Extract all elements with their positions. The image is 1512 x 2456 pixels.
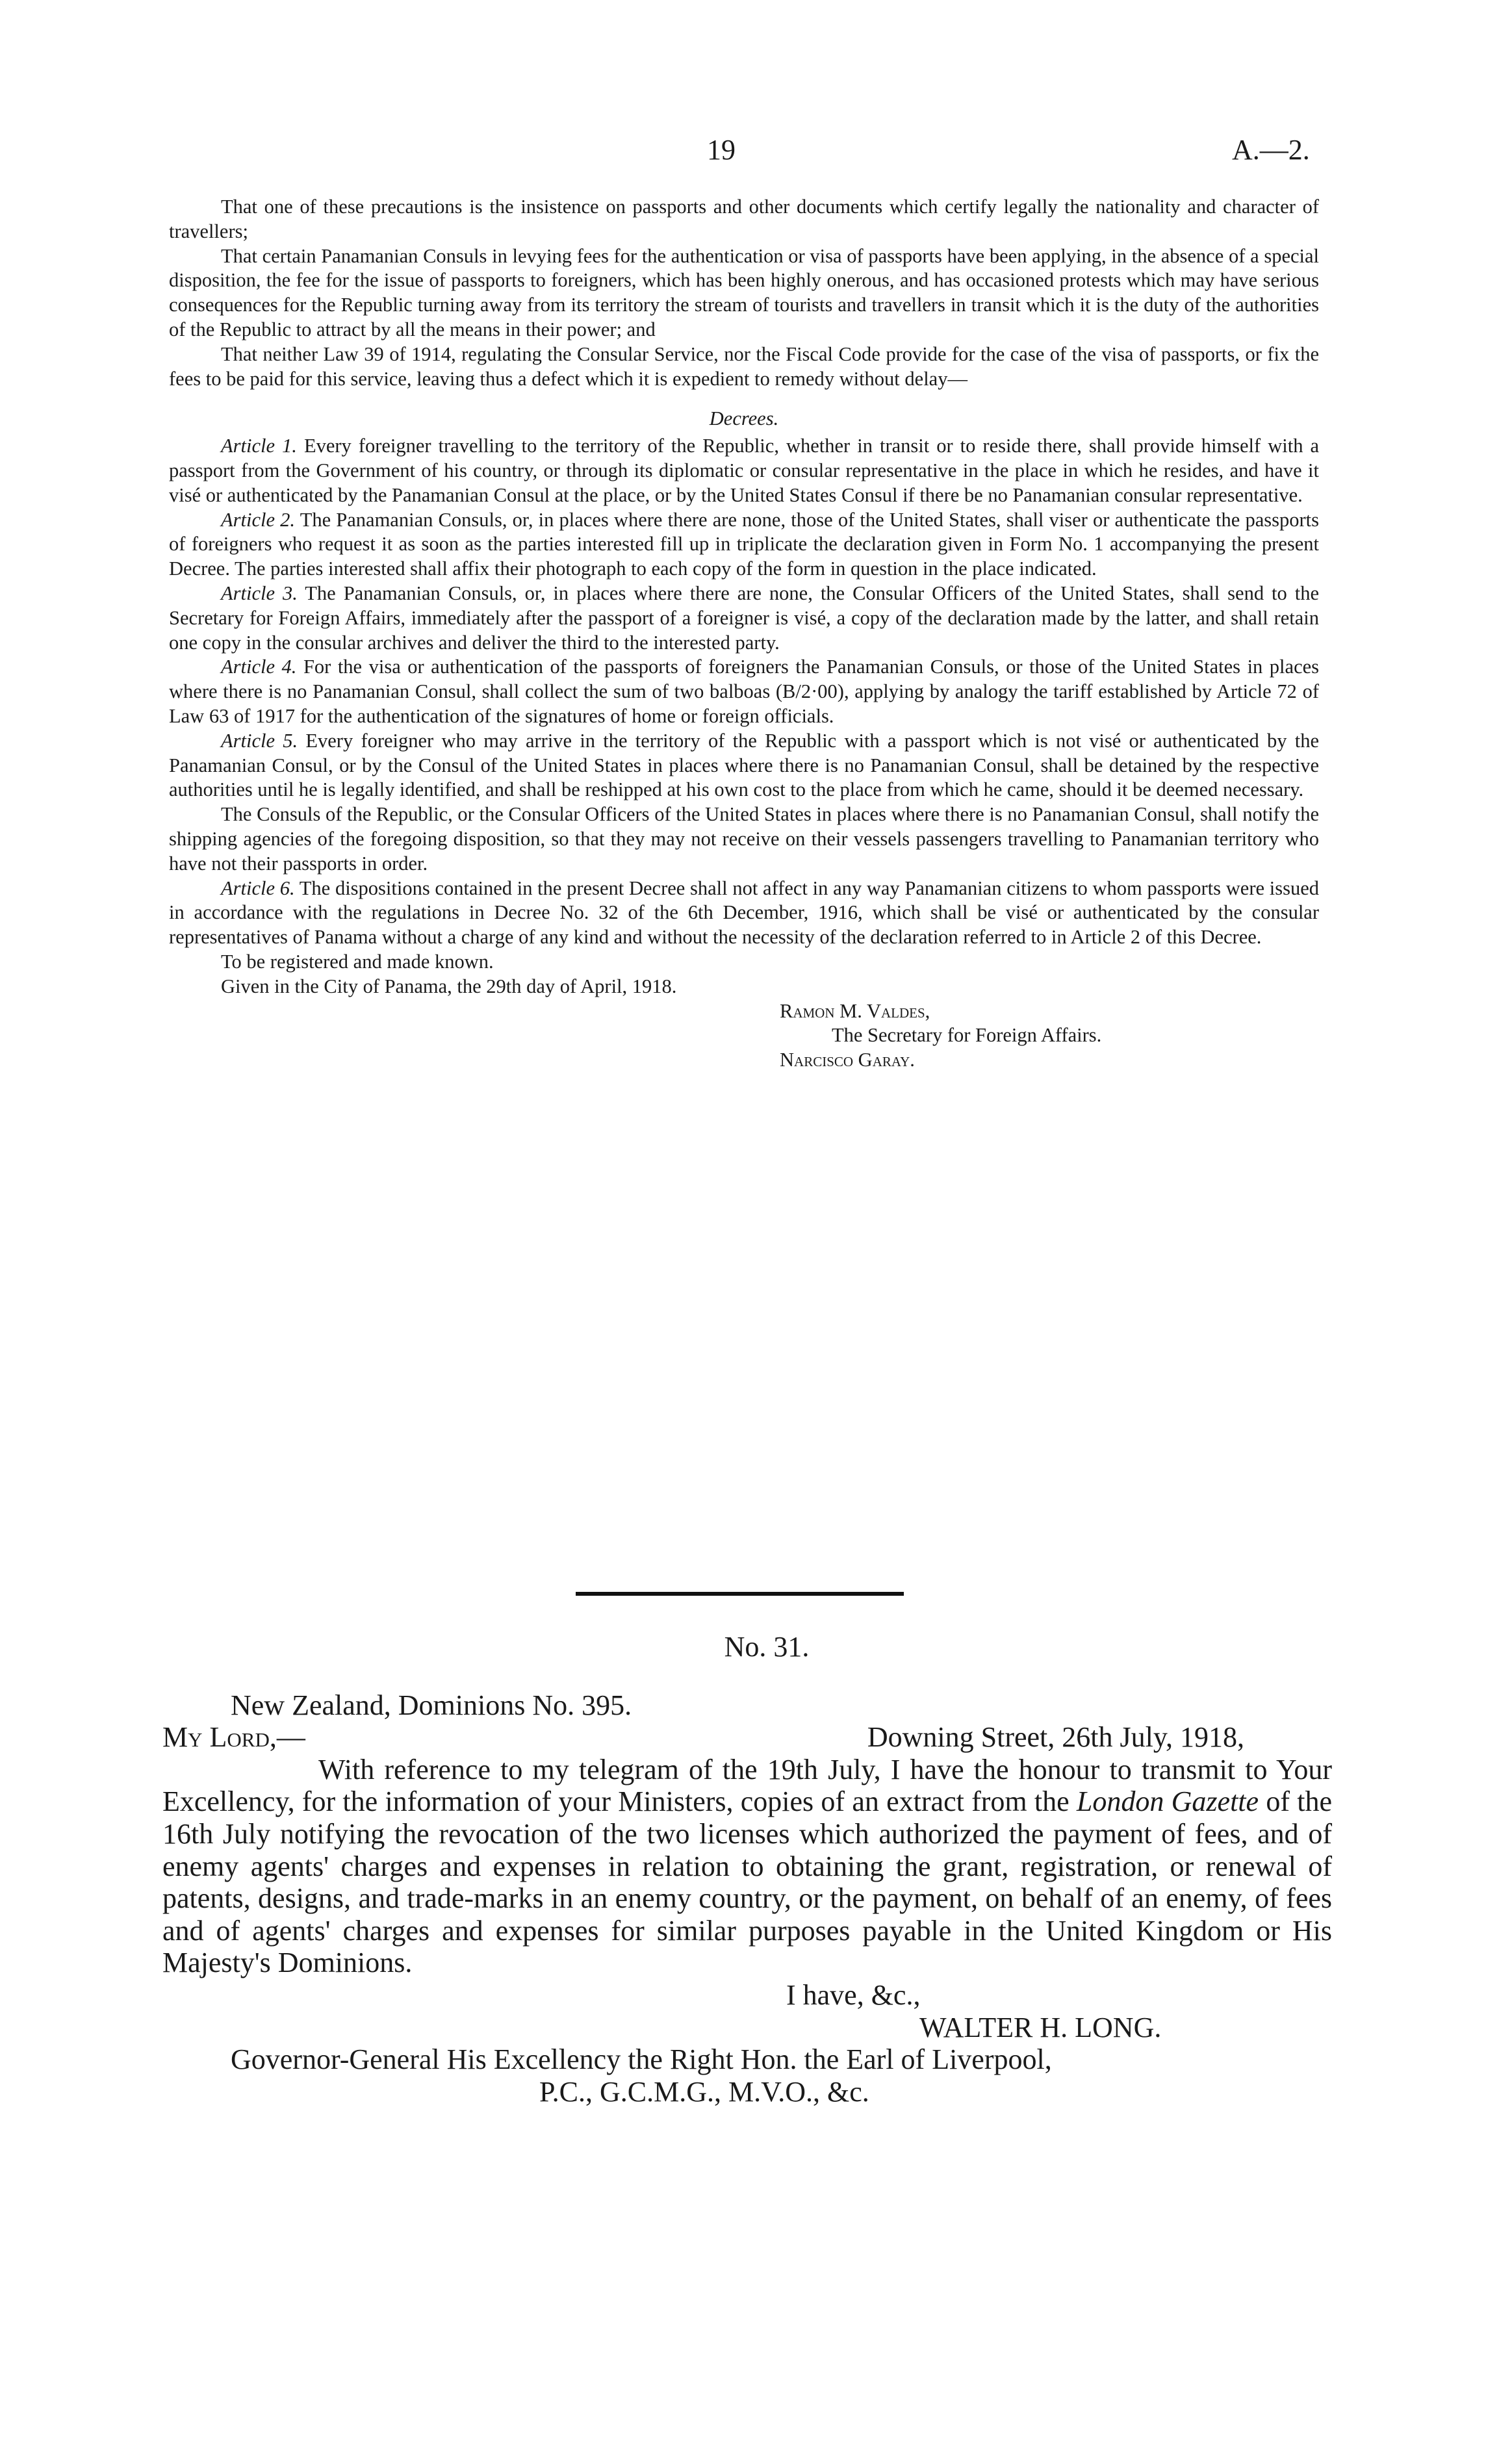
document-reference: A.—2. (1232, 134, 1310, 166)
closing-line: To be registered and made known. (221, 950, 494, 973)
article-label: Article 6. (221, 876, 295, 899)
article-text: The dispositions contained in the present Decree shall not affect in any way Panamanian citizens to whom passports were issued in accordance with the regulations in Decree No. 32 of the 6th December, 1916, which shall be visé or authenticated by the consular representatives of Panama without a charge of any kind and without the necessity of the declaration referred to in Article 2 of this Decree. (169, 876, 1319, 949)
address-date: Downing Street, 26th July, 1918, (867, 1721, 1244, 1754)
letter-body (162, 1754, 1332, 1979)
salutation-line (162, 1721, 1332, 1754)
article-label: Article 4. (221, 656, 297, 678)
article-label: Article 2. (221, 508, 296, 531)
page-number: 19 (707, 134, 736, 166)
section-divider (576, 1592, 904, 1596)
signatory-title: The Secretary for Foreign Affairs. (832, 1024, 1102, 1047)
article-label: Article 5. (221, 729, 298, 752)
closing-line: Given in the City of Panama, the 29th day of April, 1918. (221, 975, 677, 997)
article-paragraph (169, 582, 1319, 655)
article-paragraph (169, 655, 1319, 728)
article-paragraph (169, 729, 1319, 802)
preamble-paragraph: That certain Panamanian Consuls in levying fees for the authentication or visa of passports have been applying, in the absence of a special disposition, the fee for the issue of passports to foreigners, which has been highly onerous, and has occasioned protests which may have serious consequences for the Republic turning away from its territory the stream of tourists and travellers in transit which it is the duty of the authorities of the Republic to attract by all the means in their power; and (169, 244, 1319, 340)
preamble-paragraph: That neither Law 39 of 1914, regulating the Consular Service, nor the Fiscal Code provide for the case of the visa of passports, or fix the fees to be paid for this service, leaving thus a defect which it is expedient to remedy without delay— (169, 342, 1319, 390)
article-text: The Panamanian Consuls, or, in places where there are none, those of the United States, shall viser or authenticate the passports of foreigners who request it as soon as the parties interested fill up in triplicate the declaration given in Form No. 1 accompanying the present Decree. The parties interested shall affix their photograph to each copy of the form in question in the place indicated. (169, 508, 1320, 580)
decrees-heading: Decrees. (709, 407, 779, 430)
letter-series: New Zealand, Dominions No. 395. (231, 1689, 632, 1721)
letter-body-text: of the 16th July notifying the revocation of the two licenses which authorized the payment of fees, and of enemy agents' charges and expenses in relation to obtaining the grant, registration, or renewal of patents, designs, and trade-marks in an enemy country, or the payment, on behalf of an enemy, of fees and of agents' charges and expenses for similar purposes payable in the United Kingdom or His Majesty's Dominions. (162, 1785, 1333, 1979)
gazette-title: London Gazette (1076, 1785, 1259, 1818)
salutation: My Lord,— (162, 1721, 305, 1754)
article-label: Article 3. (221, 582, 298, 604)
article-paragraph (169, 508, 1319, 582)
consuls-paragraph: The Consuls of the Republic, or the Consular Officers of the United States in places where there is no Panamanian Consul, shall notify the shipping agencies of the foregoing disposition, so that they may not receive on their vessels passengers travelling to Panamanian territory who have not their passports in order. (169, 803, 1319, 875)
article-paragraph (169, 434, 1319, 507)
letter-signer: WALTER H. LONG. (919, 2011, 1162, 2043)
decree-signatures (169, 999, 1319, 1073)
article-label: Article 1. (221, 435, 297, 457)
spacer (162, 1663, 1332, 1689)
article-text: The Panamanian Consuls, or, in places where there are none, the Consular Officers of the United States, shall send to the Secretary for Foreign Affairs, immediately after the passport of a foreigner is visé, a copy of the declaration made by the latter, and shall retain one copy in the consular archives and deliver the third to the interested party. (169, 582, 1320, 654)
letter-number: No. 31. (724, 1631, 810, 1663)
addressee-honours: P.C., G.C.M.G., M.V.O., &c. (539, 2075, 869, 2108)
page-header (0, 133, 1512, 172)
signatory-name: Narcisco Garay. (780, 1049, 915, 1071)
signatory-name: Ramon M. Valdes, (780, 999, 930, 1022)
article-paragraph (169, 876, 1319, 950)
letter-body-text: With reference to my telegram of the 19th July, I have the honour to transmit to Your Excellency, for the information of your Ministers, copies of an extract from the (162, 1753, 1332, 1818)
letter-addressee: Governor-General His Excellency the Right Hon. the Earl of Liverpool, (231, 2043, 1052, 2076)
letter-section (162, 1631, 1332, 2108)
article-text: Every foreigner travelling to the territory of the Republic, whether in transit or to reside there, shall provide himself with a passport from the Government of his country, or through its diplomatic or consular representative in the place in which he resides, and have it visé or authenticated by the Panamanian Consul at the place, or by the United States Consul if there be no Panamanian consular representative. (169, 435, 1320, 506)
preamble-paragraph: That one of these precautions is the insistence on passports and other documents which certify legally the nationality and character of travellers; (169, 196, 1319, 242)
decree-section (169, 195, 1319, 1073)
letter-closing: I have, &c., (786, 1978, 921, 2011)
article-text: For the visa or authentication of the passports of foreigners the Panamanian Consuls, or those of the United States in places where there is no Panamanian Consul, shall collect the sum of two balboas (B/2·00), applying by analogy the tariff established by Article 72 of Law 63 of 1917 for the authentication of the signatures of home or foreign officials. (169, 656, 1320, 727)
article-text: Every foreigner who may arrive in the territory of the Republic with a passport which is not visé or authenticated by the Panamanian Consul, or by the Consul of the United States in places where there is no Panamanian Consul, shall be detained by the respective authorities until he is legally identified, and shall be reshipped at his own cost to the place from which he came, should it be deemed necessary. (169, 729, 1320, 801)
